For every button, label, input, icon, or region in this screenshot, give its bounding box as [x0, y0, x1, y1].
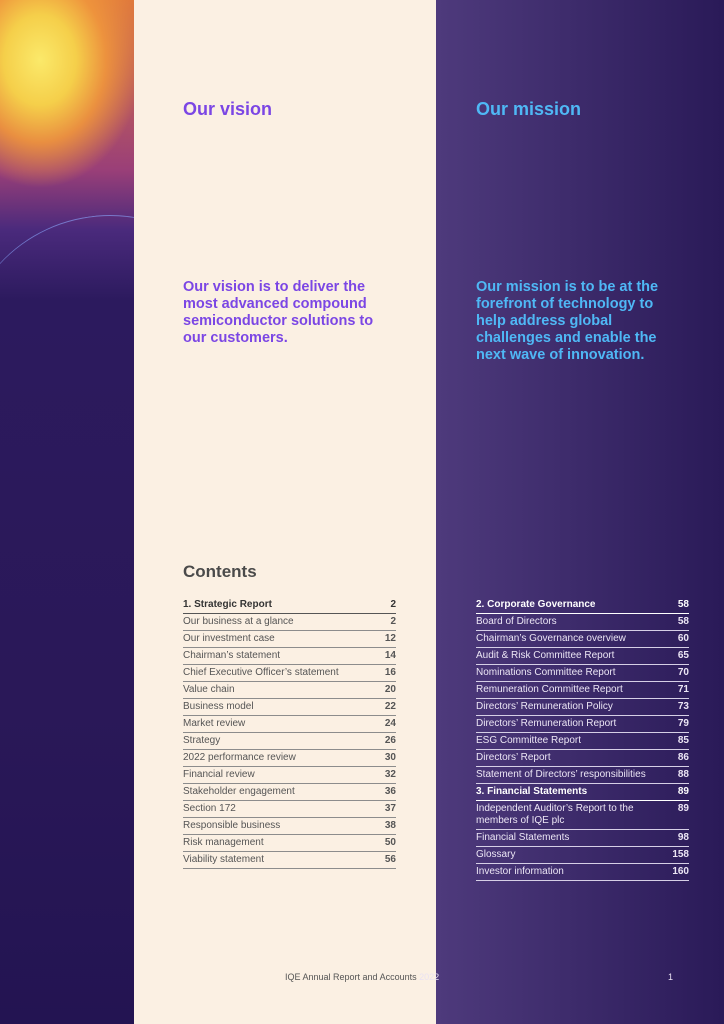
contents-entry-page: 158: [672, 849, 689, 860]
footer-title: IQE Annual Report and Accounts: [285, 972, 420, 982]
contents-entry-page: 60: [677, 633, 689, 644]
contents-entry-left[interactable]: [183, 801, 396, 818]
contents-entry-label: Investor information: [476, 866, 564, 877]
contents-entry-page: 89: [677, 786, 689, 797]
contents-entry-page: 2: [390, 616, 396, 627]
contents-entry-right[interactable]: [476, 665, 689, 682]
footer-year: 2022: [419, 972, 440, 982]
contents-entry-label: Viability statement: [183, 854, 264, 865]
contents-entry-right[interactable]: [476, 699, 689, 716]
contents-entry-label: Chairman’s statement: [183, 650, 281, 661]
contents-list-left: [183, 597, 396, 869]
contents-entry-left[interactable]: [183, 614, 396, 631]
contents-entry-label: Business model: [183, 701, 254, 712]
contents-entry-label: Remuneration Committee Report: [476, 684, 623, 695]
contents-entry-page: 20: [384, 684, 396, 695]
contents-entry-left[interactable]: [183, 699, 396, 716]
contents-entry-label: Chief Executive Officer’s statement: [183, 667, 339, 678]
contents-entry-page: 50: [384, 837, 396, 848]
contents-entry-label: Directors’ Remuneration Policy: [476, 701, 613, 712]
contents-entry-label: Financial review: [183, 769, 255, 780]
contents-entry-left[interactable]: [183, 716, 396, 733]
contents-entry-page: 26: [384, 735, 396, 746]
contents-entry-label: Directors’ Remuneration Report: [476, 718, 617, 729]
contents-entry-label: 2022 performance review: [183, 752, 296, 763]
contents-entry-left[interactable]: [183, 631, 396, 648]
contents-entry-right[interactable]: [476, 767, 689, 784]
contents-entry-page: 36: [384, 786, 396, 797]
footer-text: [285, 972, 439, 982]
contents-entry-page: 89: [677, 803, 689, 814]
contents-entry-page: 38: [384, 820, 396, 831]
contents-entry-left[interactable]: [183, 665, 396, 682]
contents-entry-label: 2. Corporate Governance: [476, 599, 596, 610]
contents-section-right[interactable]: [476, 784, 689, 801]
contents-entry-label: Glossary: [476, 849, 516, 860]
contents-entry-right[interactable]: [476, 847, 689, 864]
contents-entry-label: Nominations Committee Report: [476, 667, 616, 678]
contents-entry-page: 37: [384, 803, 396, 814]
contents-entry-right[interactable]: [476, 830, 689, 847]
contents-entry-label: Risk management: [183, 837, 264, 848]
contents-entry-right[interactable]: [476, 682, 689, 699]
vision-statement: Our vision is to deliver the most advanced compound semiconductor solutions to our customers.: [183, 279, 374, 346]
contents-entry-page: 56: [384, 854, 396, 865]
contents-entry-page: 85: [677, 735, 689, 746]
contents-entry-label: Statement of Directors’ responsibilities: [476, 769, 646, 780]
contents-entry-page: 79: [677, 718, 689, 729]
contents-entry-left[interactable]: [183, 818, 396, 835]
contents-entry-page: 73: [677, 701, 689, 712]
contents-entry-label: Our investment case: [183, 633, 275, 644]
decorative-gradient-strip: [0, 0, 134, 1024]
vision-panel: [134, 0, 436, 1024]
contents-entry-label: Section 172: [183, 803, 236, 814]
contents-section-right[interactable]: [476, 597, 689, 614]
contents-entry-right[interactable]: [476, 631, 689, 648]
contents-entry-left[interactable]: [183, 750, 396, 767]
contents-entry-page: 86: [677, 752, 689, 763]
contents-entry-label: Responsible business: [183, 820, 281, 831]
contents-entry-page: 98: [677, 832, 689, 843]
contents-entry-label: Board of Directors: [476, 616, 557, 627]
contents-entry-label: Independent Auditor’s Report to the members of IQE plc: [476, 803, 634, 826]
contents-entry-label: Value chain: [183, 684, 235, 695]
contents-entry-page: 65: [677, 650, 689, 661]
contents-entry-page: 2: [390, 599, 396, 610]
contents-entry-left[interactable]: [183, 784, 396, 801]
contents-entry-page: 88: [677, 769, 689, 780]
contents-entry-label: Our business at a glance: [183, 616, 294, 627]
contents-title: Contents: [183, 562, 257, 581]
contents-entry-page: 58: [677, 599, 689, 610]
contents-entry-right[interactable]: [476, 716, 689, 733]
mission-heading: Our mission: [476, 99, 582, 119]
contents-entry-label: Chairman’s Governance overview: [476, 633, 626, 644]
contents-entry-label: Stakeholder engagement: [183, 786, 295, 797]
contents-entry-left[interactable]: [183, 648, 396, 665]
contents-entry-page: 160: [672, 866, 689, 877]
contents-entry-label: Strategy: [183, 735, 221, 746]
contents-entry-page: 14: [384, 650, 396, 661]
contents-entry-label: Market review: [183, 718, 246, 729]
contents-entry-page: 12: [384, 633, 396, 644]
contents-list-right: [476, 597, 689, 881]
contents-entry-page: 32: [384, 769, 396, 780]
contents-entry-label: Directors’ Report: [476, 752, 551, 763]
contents-entry-label: Audit & Risk Committee Report: [476, 650, 615, 661]
contents-entry-right[interactable]: [476, 801, 689, 830]
contents-entry-right[interactable]: [476, 864, 689, 881]
contents-entry-left[interactable]: [183, 682, 396, 699]
vision-heading: Our vision: [183, 99, 273, 119]
contents-entry-page: 24: [384, 718, 396, 729]
contents-entry-page: 16: [384, 667, 396, 678]
contents-entry-right[interactable]: [476, 648, 689, 665]
contents-entry-page: 71: [677, 684, 689, 695]
page-number: 1: [668, 972, 674, 982]
contents-entry-right[interactable]: [476, 614, 689, 631]
contents-entry-page: 22: [384, 701, 396, 712]
contents-entry-right[interactable]: [476, 733, 689, 750]
contents-entry-left[interactable]: [183, 767, 396, 784]
contents-entry-left[interactable]: [183, 835, 396, 852]
contents-entry-page: 58: [677, 616, 689, 627]
contents-entry-left[interactable]: [183, 852, 396, 869]
contents-entry-label: 3. Financial Statements: [476, 786, 588, 797]
contents-section-left[interactable]: [183, 597, 396, 614]
contents-entry-label: ESG Committee Report: [476, 735, 582, 746]
contents-entry-left[interactable]: [183, 733, 396, 750]
contents-entry-page: 30: [384, 752, 396, 763]
contents-entry-label: 1. Strategic Report: [183, 599, 272, 610]
contents-entry-right[interactable]: [476, 750, 689, 767]
contents-entry-label: Financial Statements: [476, 832, 570, 843]
mission-statement: Our mission is to be at the forefront of technology to help address global challenges and enable the next wave of innovation.: [476, 279, 659, 363]
contents-entry-page: 70: [677, 667, 689, 678]
